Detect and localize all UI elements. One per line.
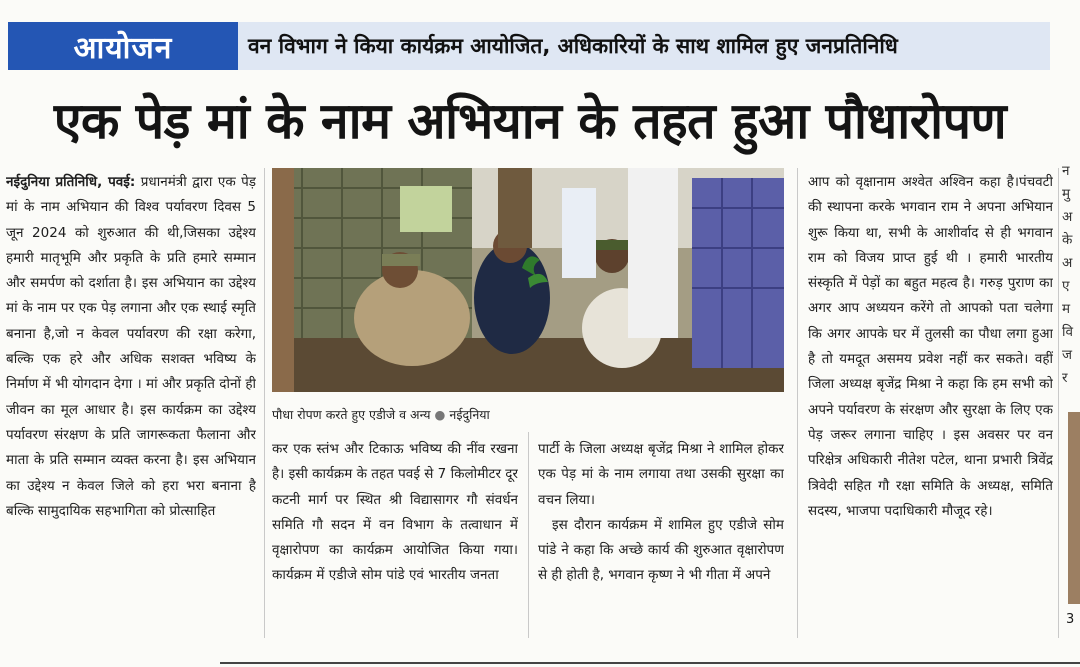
column-1-text: प्रधानमंत्री द्वारा एक पेड़ मां के नाम अभियान की विश्व पर्यावरण दिवस 5 जून 2024 को शुरुआत की थी,जिसका उद्देश्य हमारी मातृभूमि और प्रकृति के प्रति हमारे सम्मान और समर्पण को दर्शाता है। इस अभियान का उद्देश्य मां के नाम पर एक पेड़ लगाना और एक स्थाई स्मृति बनाना है,जो न केवल पर्यावरण की रक्षा करेगा, बल्कि एक हरे और अधिक सशक्त भविष्य के निर्माण में भी योगदान देगा । मां और प्रकृति दोनों ही जीवन का मूल आधार है। इस कार्यक्रम का उद्देश्य पर्यावरण संरक्षण के प्रति जागरूकता फैलाना और माता के प्रति सम्मान व्यक्त करना है। इस अभियान का उद्देश्य न केवल जिले को हरा भरा बनाना है बल्कि सामुदायिक सहभागिता को प्रोत्साहित [6,174,256,519]
article-column-2 [272,437,518,637]
column-divider [528,432,529,638]
byline: नईदुनिया प्रतिनिधि, पवई: [6,174,136,190]
caption-separator: ● [434,407,446,422]
column-4-text: आप को वृक्षानाम अश्वेत अश्विन कहा है।पंचवटी की स्थापना करके भगवान राम ने अपना अभियान शुरू किया था, सभी के आशीर्वाद से ही भगवान राम को विजय प्राप्त हुई थी । हमारी भारतीय संस्कृति में पेड़ों का बहुत महत्व है। गरुड़ पुराण का अगर आप अध्ययन करेंगे तो आपको पता चलेगा कि अगर आपके घर में तुलसी का पौधा लगा हुआ है तो यमदूत असमय प्रवेश नहीं कर सकते। वहीं जिला अध्यक्ष बृजेंद्र मिश्रा ने कहा कि हम सभी को अपने पर्यावरण के संरक्षण और सुरक्षा के लिए एक पेड़ जरूर लगाना चाहिए । इस अवसर पर वन परिक्षेत्र अधिकारी नीतेश पटेल, थाना प्रभारी त्रिवेंद्र त्रिवेदी सहित गौ रक्षा समिति के अध्यक्ष, समिति सदस्य, भाजपा पदाधिकारी मौजूद रहे। [808,174,1053,519]
article-column-3 [538,437,784,637]
photo-credit: नईदुनिया [449,407,490,422]
section-kicker-label: आयोजन [73,30,173,66]
kicker-subhead-strip [238,22,1050,70]
caption-text: पौधा रोपण करते हुए एडीजे व अन्य [272,407,431,422]
adjacent-article-footer: 3 [1066,612,1075,627]
column-3-paragraph-1: पार्टी के जिला अध्यक्ष बृजेंद्र मिश्रा ने शामिल होकर एक पेड़ मां के नाम लगाया तथा उसकी सुरक्षा का वचन लिया। [538,441,784,508]
news-photo [272,168,784,392]
section-kicker-tag [8,22,238,70]
column-divider [797,168,798,638]
column-3-paragraph-2: इस दौरान कार्यक्रम में शामिल हुए एडीजे सोम पांडे ने कहा कि अच्छे कार्य की शुरुआत वृक्षारोपण से ही होती है, भगवान कृष्ण ने भी गीता में अपने [538,516,784,584]
kicker-subhead: वन विभाग ने किया कार्यक्रम आयोजित, अधिकारियों के साथ शामिल हुए जनप्रतिनिधि [248,34,898,58]
column-divider [264,168,265,638]
photo-caption [272,406,784,423]
headline: एक पेड़ मां के नाम अभियान के तहत हुआ पौधारोपण [53,92,1007,150]
adjacent-article-photo [1068,412,1080,604]
column-divider [1058,168,1059,638]
article-column-4 [808,170,1053,640]
photo-illustration [272,168,784,392]
column-2-text: कर एक स्तंभ और टिकाऊ भविष्य की नींव रखना है। इसी कार्यक्रम के तहत पवई से 7 किलोमीटर दूर कटनी मार्ग पर स्थित श्री विद्यासागर गौ संवर्धन समिति गौ सदन में वन विभाग के तत्वाधान में वृक्षारोपण का कार्यक्रम आयोजित किया गया। कार्यक्रम में एडीजे सोम पांडे एवं भारतीय जनता [272,441,518,584]
page-bottom-rule [220,662,1080,664]
adjacent-article-text: न मु अ के अ ए म वि ज र [1062,163,1074,386]
article-column-1 [6,170,256,640]
